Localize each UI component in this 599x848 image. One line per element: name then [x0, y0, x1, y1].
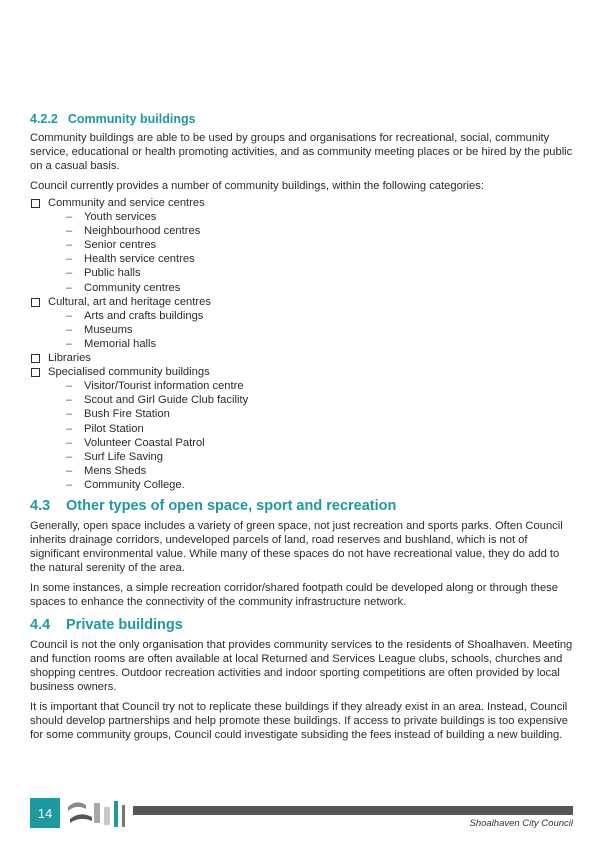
category-item — [30, 351, 575, 365]
subcategory-item — [66, 407, 575, 421]
dash-bullet-icon: – — [66, 267, 73, 280]
subcategory-item — [66, 323, 575, 337]
section-title: Community buildings — [67, 112, 196, 126]
dash-bullet-icon: – — [66, 323, 73, 336]
council-logo-icon — [66, 797, 128, 829]
category-label: Libraries — [48, 352, 91, 365]
subcategory-label: Memorial halls — [84, 337, 157, 350]
subcategory-list — [48, 379, 575, 492]
dash-bullet-icon: – — [66, 239, 73, 252]
category-label: Specialised community buildings — [48, 366, 210, 379]
subcategory-item — [66, 393, 575, 407]
subcategory-item — [66, 337, 575, 351]
subcategory-item — [66, 422, 575, 436]
page-number: 14 — [30, 798, 60, 828]
dash-bullet-icon: – — [66, 337, 73, 350]
dash-bullet-icon: – — [66, 253, 73, 266]
square-outline-icon — [31, 354, 40, 363]
category-list — [30, 196, 575, 492]
category-label: Community and service centres — [48, 197, 205, 209]
section-title: Other types of open space, sport and recreation — [66, 497, 397, 514]
subcategory-label: Visitor/Tourist information centre — [84, 380, 244, 393]
subcategory-item — [66, 464, 575, 478]
subcategory-item — [66, 210, 575, 224]
subcategory-item — [66, 281, 575, 295]
section-number: 4.4 — [30, 616, 51, 633]
dash-bullet-icon: – — [66, 394, 73, 407]
footer-organisation: Shoalhaven City Council — [469, 818, 573, 829]
square-outline-icon — [31, 298, 40, 307]
dash-bullet-icon: – — [66, 380, 73, 393]
subcategory-item — [66, 238, 575, 252]
section-heading-4-3 — [30, 498, 575, 514]
subcategory-label: Surf Life Saving — [84, 450, 163, 463]
section-heading-4-2-2 — [30, 112, 575, 126]
square-outline-icon — [31, 368, 40, 377]
subcategory-label: Community centres — [84, 281, 181, 294]
subcategory-list — [48, 210, 575, 295]
dash-bullet-icon: – — [66, 225, 73, 238]
subcategory-item — [66, 436, 575, 450]
section-number: 4.2.2 — [30, 112, 58, 126]
page-content — [30, 112, 575, 748]
subcategory-label: Arts and crafts buildings — [84, 309, 204, 322]
subcategory-label: Scout and Girl Guide Club facility — [84, 394, 249, 407]
subcategory-label: Museums — [84, 323, 133, 336]
subcategory-item — [66, 266, 575, 280]
category-item — [30, 365, 575, 492]
footer-bar — [133, 806, 573, 815]
category-item — [30, 196, 575, 295]
dash-bullet-icon: – — [66, 422, 73, 435]
subcategory-item — [66, 478, 575, 492]
section-heading-4-4 — [30, 617, 575, 633]
subcategory-label: Community College. — [84, 478, 185, 491]
subcategory-item — [66, 450, 575, 464]
subcategory-label: Senior centres — [84, 239, 157, 252]
dash-bullet-icon: – — [66, 211, 73, 224]
paragraph: Community buildings are able to be used by groups and organisations for recreational, social, community service, educational or health promoting activities, and as community meeting places or be hired by the public on a casual basis. — [30, 132, 573, 172]
subcategory-label: Volunteer Coastal Patrol — [84, 436, 205, 449]
category-item — [30, 295, 575, 351]
subcategory-list — [48, 309, 575, 351]
subcategory-label: Public halls — [84, 267, 141, 280]
subcategory-label: Pilot Station — [84, 422, 144, 435]
category-label: Cultural, art and heritage centres — [48, 295, 211, 308]
dash-bullet-icon: – — [66, 450, 73, 463]
paragraph: Generally, open space includes a variety of green space, not just recreation and sports parks. Often Council inherits drainage corridors, undeveloped parcels of land, road reserves and bushland, which is not of significant environmental value. While many of these spaces do not have recreational value, they do add to the natural serenity of the area. — [30, 519, 563, 574]
dash-bullet-icon: – — [66, 281, 73, 294]
section-title: Private buildings — [66, 616, 183, 633]
subcategory-label: Youth services — [84, 211, 157, 224]
dash-bullet-icon: – — [66, 464, 73, 477]
subcategory-item — [66, 309, 575, 323]
subcategory-item — [66, 224, 575, 238]
subcategory-label: Mens Sheds — [84, 464, 147, 477]
subcategory-label: Health service centres — [84, 253, 195, 266]
paragraph: It is important that Council try not to replicate these buildings if they already exist in an area. Instead, Council should develop partnerships and help promote these buildings. If access to private buildings is too expensive for some community groups, Council could investigate subsiding the fees instead of building a new building. — [30, 700, 568, 741]
subcategory-item — [66, 379, 575, 393]
dash-bullet-icon: – — [66, 478, 73, 491]
subcategory-item — [66, 252, 575, 266]
paragraph: Council is not the only organisation that provides community services to the residents of Shoalhaven. Meeting and function rooms are often available at local Returned and Services League clubs, schools, churches and shopping centres. Outdoor recreation activities and indoor sporting competitions are often provided by local business owners. — [30, 638, 573, 693]
dash-bullet-icon: – — [66, 408, 73, 421]
paragraph: Council currently provides a number of community buildings, within the following categories: — [30, 180, 484, 192]
section-number: 4.3 — [30, 497, 51, 514]
dash-bullet-icon: – — [66, 309, 73, 322]
paragraph: In some instances, a simple recreation corridor/shared footpath could be developed along or through these spaces to enhance the connectivity of the community infrastructure network. — [30, 581, 558, 608]
square-outline-icon — [31, 199, 40, 208]
dash-bullet-icon: – — [66, 436, 73, 449]
subcategory-label: Neighbourhood centres — [84, 225, 201, 238]
subcategory-label: Bush Fire Station — [84, 408, 170, 421]
